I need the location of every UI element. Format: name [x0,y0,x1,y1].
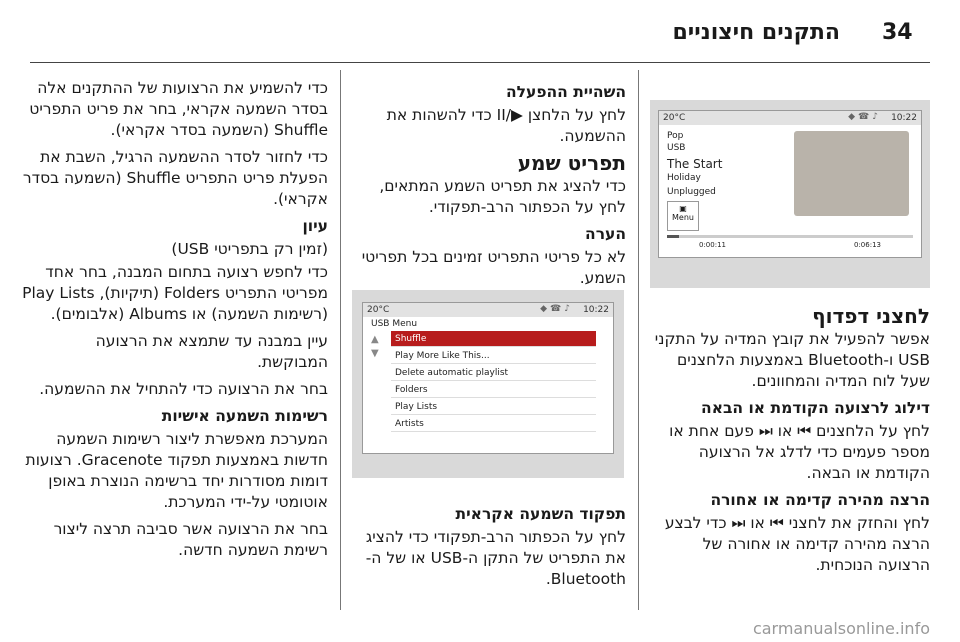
subheading: השהיית ההפעלה [505,83,626,101]
screen-playback [650,100,930,288]
column-divider [638,70,639,610]
clock: 10:22 [891,113,917,123]
menu-item[interactable]: Play Lists [391,399,596,415]
column-left [22,78,328,567]
progress-bar [667,235,913,238]
status-icons: ◆☎♪ [540,304,573,314]
menu-title: USB Menu [371,319,418,329]
subheading: תפקוד השמעה אקראית [455,505,626,523]
paragraph: בחר את הרצועה אשר סביבה תרצה ליצור רשימת השמעה חדשה. [53,520,328,559]
paragraph: המערכת מאפשרת ליצור רשימות השמעה חדשות באמצעות תפקוד Gracenote. רצועות דומות מסודרות יחד ברשימה הנוצרת באופן אוטומטי על-ידי המערכת. [25,430,328,511]
column-right [650,300,930,582]
paragraph: כדי לחזור לסדר ההשמעה הרגיל, השבת את הפעלת פריט התפריט Shuffle (השמעה בסדר אקראי). [22,148,328,208]
album-art-image [794,131,909,216]
clock: 10:22 [583,305,609,315]
column-middle-bottom [352,500,626,596]
time-elapsed: 0:00:11 [699,241,726,249]
paragraph: לחץ על הלחצנים ⏮ או ⏭ פעם אחת או מספר פעמים כדי לדלג אל הרצועה הקודמת או הבאה. [669,422,930,482]
temperature: 20°C [663,113,686,123]
temperature: 20°C [367,305,390,315]
menu-item-shuffle[interactable]: Shuffle [391,331,596,347]
subheading: רשימות השמעה אישיות [161,407,328,425]
section-heading: לחצני דפדוף [812,304,930,328]
note-heading: הערה [585,225,626,243]
paragraph: כדי להשמיע את הרצועות של ההתקנים אלה בסדר השמעה אקראי, בחר את פריט התפריט Shuffle (השמעה בסדר אקראי). [29,79,328,139]
menu-icon: ▣ [679,204,687,213]
section-heading: תפריט שמע [517,151,626,175]
menu-item[interactable]: Folders [391,382,596,398]
paragraph: בחר את הרצועה כדי להתחיל את ההשמעה. [39,380,328,398]
note-text: לא כל פריטי התפריט זמינים בכל תפריטי השמע. [361,248,626,287]
paragraph: לחץ על הלחצן ▶/II כדי להשהות את ההשמעה. [386,106,626,145]
status-icons: ◆☎♪ [848,112,881,122]
column-divider [340,70,341,610]
menu-item[interactable]: Delete automatic playlist [391,365,596,381]
subheading: דילוג לרצועה הקודמת או הבאה [701,399,930,417]
header-rule [30,62,930,63]
menu-item[interactable]: Artists [391,416,596,432]
page-title: התקנים חיצוניים [672,20,840,45]
paragraph: (זמין רק בתפריטי USB) [171,240,328,258]
menu-item[interactable]: Play More Like This... [391,348,596,364]
list-item: Unplugged [667,187,716,197]
paragraph: עיין במבנה עד שתמצא את הרצועה המבוקשת. [95,332,328,371]
scroll-arrows[interactable]: ▲ ▼ [371,334,379,359]
time-total: 0:06:13 [854,241,881,249]
paragraph: לחץ על הכפתור הרב-תפקודי כדי להציג את התפריט של התקן ה-USB או של ה-Bluetooth. [365,528,626,588]
subheading: עיון [302,217,328,235]
paragraph: אפשר להפעיל את קובץ המדיה על התקני USB ו-Bluetooth באמצעות הלחצנים שעל לוח המדיה והמחוונים. [654,330,930,390]
menu-label: Menu [672,213,694,222]
list-item: Pop [667,131,684,141]
footer-site: carmanualsonline.info [752,619,930,638]
screen-usb-menu [352,290,624,478]
menu-button[interactable] [667,201,699,231]
progress-fill [667,235,679,238]
list-item: Holiday [667,173,701,183]
subheading: הרצה מהירה קדימה או אחורה [710,491,930,509]
page-number: 34 [882,20,913,45]
paragraph: כדי לחפש רצועה בתחום המבנה, בחר אחד מפריטי התפריט Folders (תיקיות), Play Lists (רשימות השמעה) או Albums (אלבומים). [22,263,328,323]
paragraph: כדי להציג את תפריט השמע המתאים, לחץ על הכפתור הרב-תפקודי. [379,177,626,216]
paragraph: לחץ והחזק את לחצני ⏮ או ⏭ כדי לבצע הרצה מהירה קדימה או אחורה של הרצועה הנוכחית. [664,514,930,574]
list-item: The Start [667,157,723,171]
column-middle [352,78,626,295]
page-header [0,0,960,60]
list-item: USB [667,143,686,153]
